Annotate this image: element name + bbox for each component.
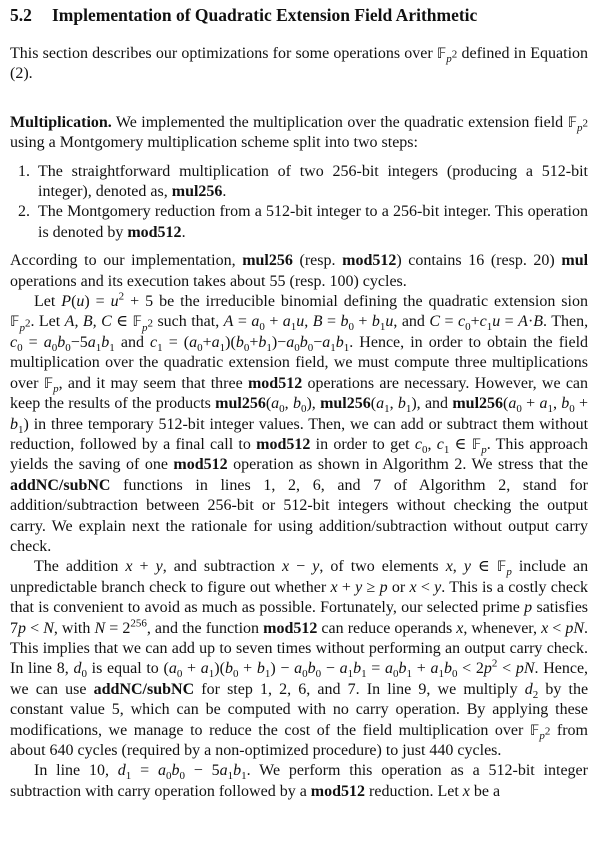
list-item xyxy=(10,162,588,203)
p1-d: operations and its execution takes about 55 (resp. 100) cycles. xyxy=(10,272,407,290)
p2-o: functions in lines 1, 2, 6, and 7 of Algorithm 2, stand for addition/subtraction between 256-bit or 512-bit integers without checking the output carry. We explain next the rationale for using addition/subtraction without output carry check. xyxy=(10,476,588,555)
p2-c: such that, xyxy=(157,313,220,331)
p3-l: . This implies that we can add up to seven times without performing an output carry check. In line 8, xyxy=(10,619,589,678)
step-end: . xyxy=(222,183,227,201)
p3-f: . This is a costly check that is convenient to avoid as much as possible. Fortunately, our selected prime xyxy=(10,578,589,617)
step-op: mod512 xyxy=(127,223,182,241)
p4-a: In line 10, xyxy=(34,762,109,780)
p2-g: . Hence, in order to obtain the field multiplication over the quadratic extension field, we must compute three multiplications over xyxy=(10,333,589,392)
p3-q: from about 640 cycles (required by a non-optimized procedure) to just 440 cycles. xyxy=(10,721,588,759)
p1-mul: mul xyxy=(561,252,589,270)
p3-h: , with xyxy=(53,619,91,637)
p3-i: , and the function xyxy=(146,619,260,637)
p3-e: or xyxy=(391,578,406,596)
intro-text-a: This section describes our optimizations for some operations over xyxy=(10,45,433,62)
p2-f: and xyxy=(120,333,144,351)
step-text: The Montgomery reduction from a 512-bit integer to a 256-bit integer. This operation is denoted by xyxy=(38,203,588,241)
paragraph-costs xyxy=(10,251,588,292)
list-number: 1. xyxy=(18,162,30,180)
p1-c: ) contains 16 (resp. 20) xyxy=(396,252,555,270)
section-number: 5.2 xyxy=(10,5,32,25)
p3-a: The addition xyxy=(34,558,119,576)
p3-addsub: addNC/subNC xyxy=(93,680,195,698)
section-title: Implementation of Quadratic Extension Field Arithmetic xyxy=(52,5,478,25)
p3-j: can reduce operands xyxy=(321,619,453,637)
paper-page xyxy=(10,4,588,802)
p2-mod512: mod512 xyxy=(247,374,303,392)
step-text: The straightforward multiplication of two 256-bit integers (producing a 512-bit integer), denoted as, xyxy=(38,162,588,201)
paragraph-carry: The addition x + y, and subtraction x − y, of two elements x, y ∈ 𝔽$_p$ include an unpredictable branch check to figure out whether x + y ≥ p or x < y. This is a costly check that is convenient to avoid as much as possible. Fortunately, our selected prime p satisfies 7p < N, with $N = 2^{256}$, and the function mod512 can reduce operands x, whenever, x < pN. This implies that we can add up to seven times without performing an output carry check. In line 8, $d_0$ is equal to $(a_0 + a_1)(b_0 + b_1) - a_0b_0 - a_1b_1 = a_0b_1 + a_1b_0 < 2p^2$ < pN. Hence, we can use addNC/subNC for step 1, 2, 6, and 7. In line 9, we multiply $d_2$ by the constant value 5, which can be computed with no carry operation. By applying these modifications, we manage to reduce the cost of the field multiplication over 𝔽$_{p^2}$ from about 640 cycles (required by a non-optimized procedure) to just 440 cycles. xyxy=(10,558,589,759)
p2-j: , and xyxy=(416,395,449,413)
multiplication-heading: Multiplication. xyxy=(10,113,112,131)
p3-b: , and subtraction xyxy=(162,558,275,576)
p1-mul256: mul256 xyxy=(242,252,293,270)
p2-d: , and xyxy=(393,313,425,331)
multiplication-paragraph: Multiplication. We implemented the multiplication over the quadratic extension field 𝔽$_{p^2}$ using a Montgomery multiplication scheme split into two steps: xyxy=(10,113,589,152)
p3-m: is equal to xyxy=(91,660,159,678)
p2-b: . Let xyxy=(30,313,61,331)
p2-addsub: addNC/subNC xyxy=(10,476,111,494)
p2-l: in order to get xyxy=(315,435,410,453)
p2-a: be the irreducible binomial defining the quadratic extension xyxy=(159,293,556,311)
p3-n: . Hence, we can use xyxy=(10,660,589,698)
p2-e: . Then, xyxy=(543,313,589,331)
p2-k: in three temporary 512-bit integer values. Then, we can add or subtract them without reduction, followed by a final call to xyxy=(10,415,589,453)
p4-d: be a xyxy=(473,782,501,800)
p3-p: by the constant value 5, which can be computed with no carry operation. By applying these modifications, we manage to reduce the cost of the field multiplication over xyxy=(10,680,589,739)
p3-g: satisfies xyxy=(536,599,589,617)
p3-c: , of two elements xyxy=(319,558,439,576)
steps-list xyxy=(10,162,588,244)
p3-k: , whenever, xyxy=(463,619,537,637)
intro-paragraph: This section describes our optimizations for some operations over 𝔽$_{p^2}$ defined in Equation (2). xyxy=(10,45,589,83)
mult-text-b: using a Montgomery multiplication scheme split into two steps: xyxy=(10,134,418,152)
section-heading xyxy=(10,4,588,26)
p1-b: (resp. xyxy=(299,252,336,270)
p3-o: for step 1, 2, 6, and 7. In line 9, we multiply xyxy=(201,680,518,698)
p1-mod512: mod512 xyxy=(342,252,397,270)
p4-c: reduction. Let xyxy=(369,782,459,800)
step-op: mul256 xyxy=(171,183,223,201)
p2-mul256-a: mul256 xyxy=(215,395,266,413)
p2-i: operations are necessary. However, we can keep the results of the products xyxy=(10,374,589,413)
p4-mod512: mod512 xyxy=(310,782,366,800)
p1-a: According to our implementation, xyxy=(10,252,236,270)
p2-h: , and it may seem that three xyxy=(58,374,243,392)
p3-mod512: mod512 xyxy=(263,619,318,637)
step-end: . xyxy=(181,223,186,241)
list-number: 2. xyxy=(18,203,30,221)
paragraph-binomial: Let $P(u) = u^2 + 5$ be the irreducible binomial defining the quadratic extension sion 𝔽$_{p^2}$. Let A, B, C ∈ 𝔽$_{p^2}$ such that, $A = a_0 + a_1u$, $B = b_0 + b_1u$, and $C = c_0+c_1u = A\cdot B$. Then, $c_0 = a_0b_0-5a_1b_1$ and $c_1 = (a_0+a_1)(b_0+b_1)-a_0b_0-a_1b_1$. Hence, in order to obtain the field multiplication over the quadratic extension field, we must compute three multiplications over 𝔽$_p$, and it may seem that three mod512 operations are necessary. However, we can keep the results of the products $mul256(a_0$, $b_0$), $mul256(a_1$, $b_1$), and $mul256(a_0 + a_1$, $b_0 + b_1$) in three temporary 512-bit integer values. Then, we can add or subtract them without reduction, followed by a final call to mod512 in order to get $c_0$, $c_1$ ∈ 𝔽$_p$. This approach yields the saving of one mod512 operation as shown in Algorithm 2. We stress that the addNC/subNC functions in lines 1, 2, 6, and 7 of Algorithm 2, stand for addition/subtraction between 256-bit or 512-bit integers without checking the output carry. We explain next the rationale for using addition/subtraction without output carry check. xyxy=(10,290,589,555)
mult-text-a: We implemented the multiplication over the quadratic extension field xyxy=(115,113,564,131)
p2-m: . This approach yields the saving of one xyxy=(10,435,589,474)
list-item xyxy=(10,202,588,243)
intro-text-b: defined in Equation (2). xyxy=(10,45,589,83)
p4-b: . We perform this operation as a 512-bit integer subtraction with carry operation followed by a xyxy=(10,762,588,800)
p3-d: include an unpredictable branch check to figure out whether xyxy=(10,558,589,596)
p2-n: operation as shown in Algorithm 2. We stress that the xyxy=(233,456,589,474)
paragraph-line10: In line 10, $d_1 = a_0b_0 - 5a_1b_1$. We perform this operation as a 512-bit integer subtraction with carry operation followed by a mod512 reduction. Let x be a xyxy=(10,762,588,800)
